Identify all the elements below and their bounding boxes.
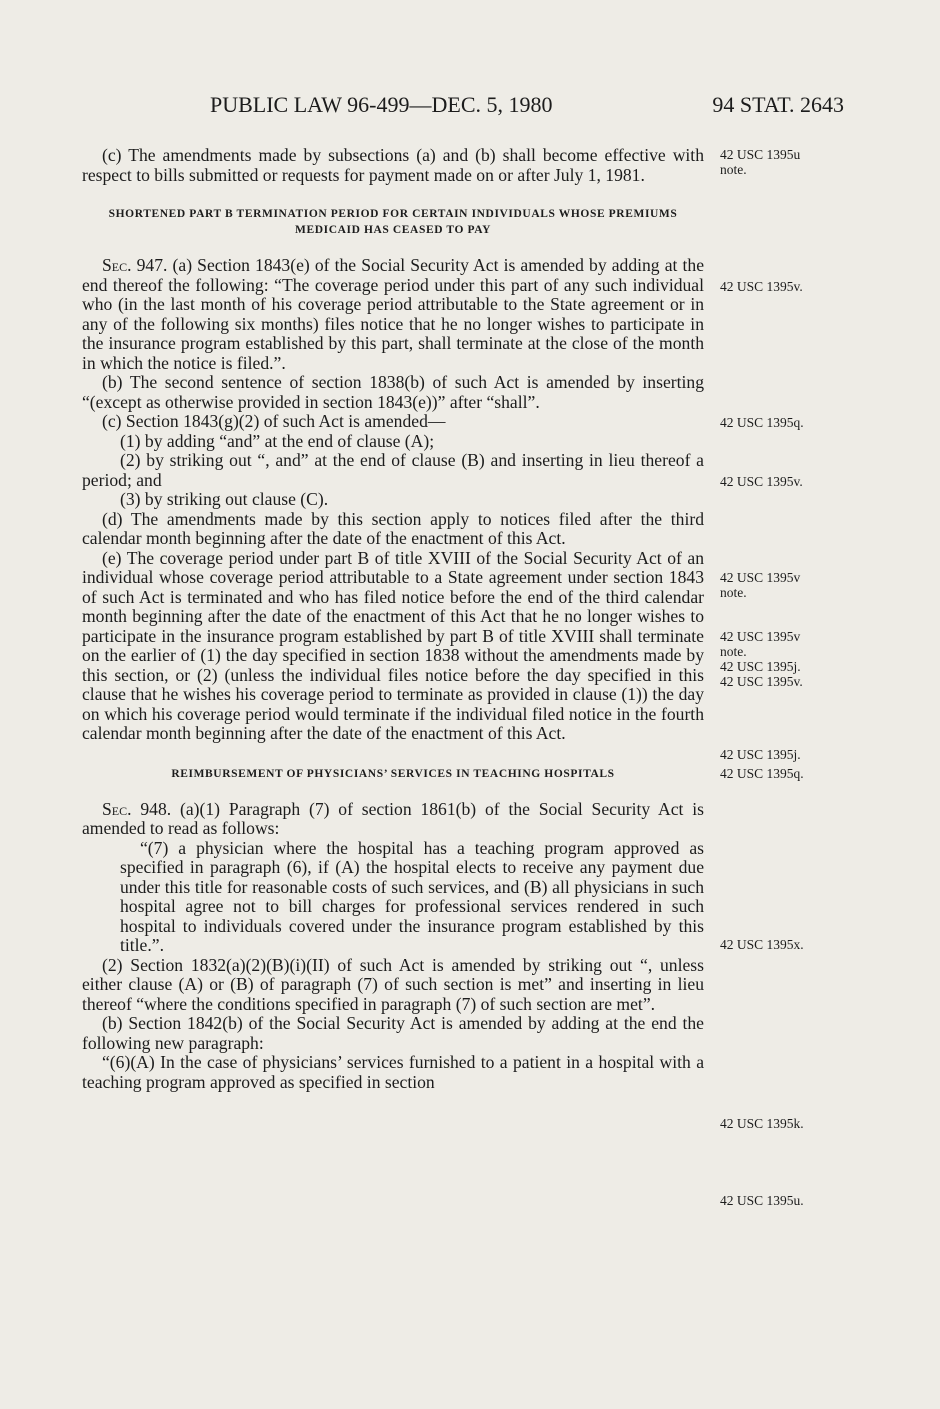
sec-947-a xyxy=(82,256,704,373)
margin-note: 42 USC 1395v. xyxy=(720,279,803,294)
sec-947-b: (b) The second sentence of section 1838(b) of such Act is amended by inserting “(except as otherwise provided in section 1843(e))” after “shall”. xyxy=(82,372,704,412)
margin-note: 42 USC 1395v. xyxy=(720,674,803,689)
margin-note: 42 USC 1395v note. xyxy=(720,629,801,659)
sec-947-a-text: 947. (a) Section 1843(e) of the Social Security Act is amended by adding at the end thereof the following: “The coverage period under this part of any such individual who (in the last month of his coverage period attributable to the State agreement or in any of the following six months) files notice that he no longer wishes to participate in the insurance program established by this part, shall terminate at the close of the month in which the notice is filed.”. xyxy=(82,255,704,373)
sec-947-c-1: (1) by adding “and” at the end of clause (A); xyxy=(120,430,435,451)
sec-948-b: (b) Section 1842(b) of the Social Security Act is amended by adding at the end the following new paragraph: xyxy=(82,1013,704,1053)
margin-note: 42 USC 1395q. xyxy=(720,415,804,430)
page-header xyxy=(0,92,940,126)
margin-note: 42 USC 1395x. xyxy=(720,937,804,952)
margin-note: 42 USC 1395v note. xyxy=(720,570,801,600)
sec-948-a-2: (2) Section 1832(a)(2)(B)(i)(II) of such Act is amended by striking out “, unless either clause (A) or (B) of paragraph (7) of such section is met” and inserting in lieu thereof “where the conditions specified in paragraph (7) of such section are met”. xyxy=(82,954,704,1014)
main-text xyxy=(82,146,704,1092)
sec-948-quoted-paragraph: “(7) a physician where the hospital has a teaching program approved as specified in paragraph (6), if (A) the hospital elects to receive any payment due under this title for reasonable costs of such services, and (B) all physicians in such hospital agree not to bill charges for professional services rendered in such hospital to individuals covered under the insurance program established by this title.”. xyxy=(120,837,704,955)
sec-947-d: (d) The amendments made by this section apply to notices filed after the third calendar month beginning after the date of the enactment of this Act. xyxy=(82,508,704,548)
section-heading-947: SHORTENED PART B TERMINATION PERIOD FOR CERTAIN INDIVIDUALS WHOSE PREMIUMS MEDICAID HAS CEASED TO PAY xyxy=(108,208,678,236)
margin-note: 42 USC 1395u note. xyxy=(720,147,801,177)
header-stat-page: 94 STAT. 2643 xyxy=(712,92,844,117)
sec-948-label: Sec. xyxy=(102,798,132,819)
margin-note: 42 USC 1395u. xyxy=(720,1193,804,1208)
sec-948-a-1 xyxy=(82,800,704,839)
sec-948-b-6: “(6)(A) In the case of physicians’ services furnished to a patient in a hospital with a teaching program approved as specified in section xyxy=(82,1052,704,1092)
sec-948-a-1-text: 948. (a)(1) Paragraph (7) of section 1861(b) of the Social Security Act is amended to read as follows: xyxy=(82,798,704,838)
margin-note: 42 USC 1395j. xyxy=(720,747,801,762)
margin-note: 42 USC 1395q. xyxy=(720,766,804,781)
sec-947-label: Sec. xyxy=(102,255,132,275)
sec-947-c: (c) Section 1843(g)(2) of such Act is amended— xyxy=(102,411,446,431)
margin-note: 42 USC 1395j. xyxy=(720,659,801,674)
sec-947-e: (e) The coverage period under part B of title XVIII of the Social Security Act of an individual whose coverage period attributable to a State agreement under section 1843 of such Act is terminated and who has filed notice before the end of the third calendar month beginning after the date of the enactment of this Act that he no longer wishes to participate in the insurance program established by part B of title XVIII shall terminate on the earlier of (1) the day specified in section 1838 without the amendments made by this section, or (2) (unless the individual files notice before the day specified in this clause that he wishes his coverage period to terminate as provided in clause (1)) the day on which his coverage period would terminate if the individual filed notice in the fourth calendar month beginning after the date of the enactment of this Act. xyxy=(82,547,704,743)
margin-note: 42 USC 1395v. xyxy=(720,474,803,489)
paragraph-c: (c) The amendments made by subsections (a) and (b) shall become effective with respect to bills submitted or requests for payment made on or after July 1, 1981. xyxy=(82,145,704,185)
sec-947-c-3: (3) by striking out clause (C). xyxy=(120,489,329,509)
sec-947-c-2: (2) by striking out “, and” at the end of clause (B) and inserting in lieu thereof a period; and xyxy=(82,450,704,490)
header-title: PUBLIC LAW 96-499—DEC. 5, 1980 xyxy=(210,92,553,117)
margin-note: 42 USC 1395k. xyxy=(720,1116,804,1131)
section-heading-948: REIMBURSEMENT OF PHYSICIANS’ SERVICES IN TEACHING HOSPITALS xyxy=(171,767,615,780)
